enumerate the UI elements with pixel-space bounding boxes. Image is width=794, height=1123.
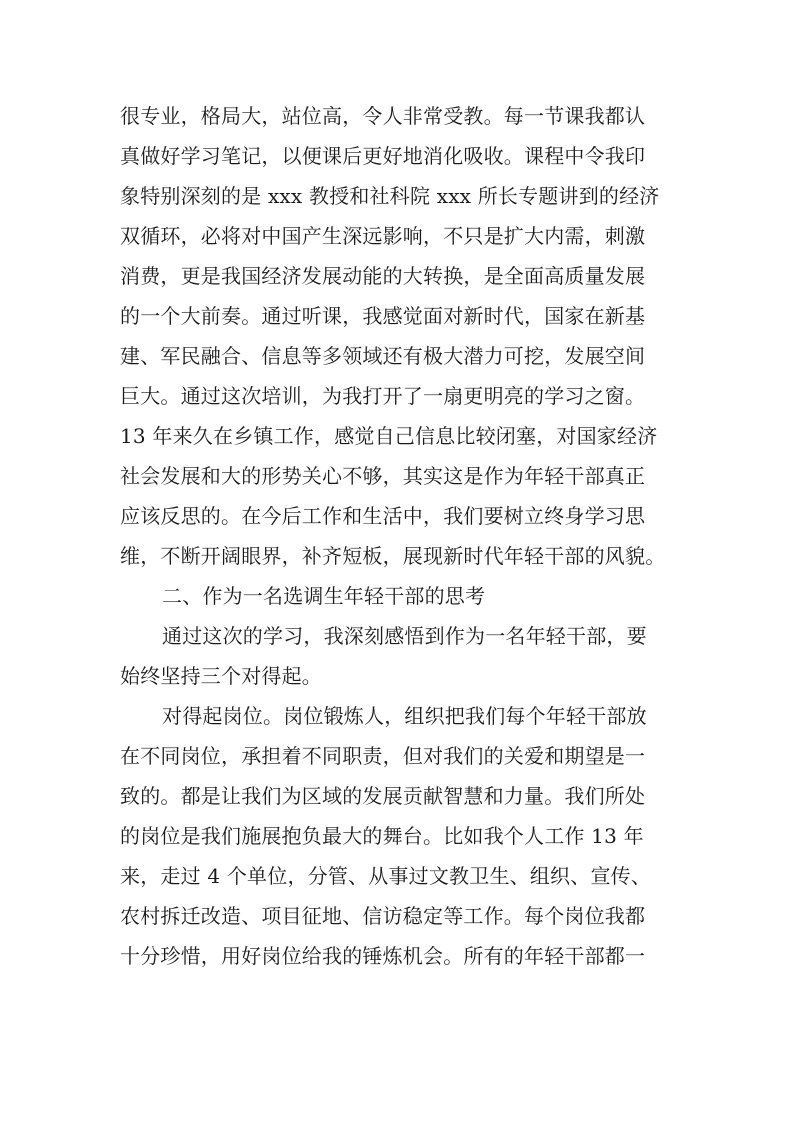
text-line: 建、军民融合、信息等多领域还有极大潜力可挖，发展空间 <box>120 344 646 368</box>
text-line: 的一个大前奏。通过听课，我感觉面对新时代，国家在新基 <box>120 304 646 328</box>
text-line: 的岗位是我们施展抱负最大的舞台。比如我个人工作 13 年 <box>120 824 644 848</box>
text-line: 应该反思的。在今后工作和生活中，我们要树立终身学习思 <box>120 504 646 528</box>
section-heading: 二、作为一名选调生年轻干部的思考 <box>162 584 486 608</box>
text-line: 十分珍惜，用好岗位给我的锤炼机会。所有的年轻干部都一 <box>120 944 646 968</box>
paragraph-first-line: 通过这次的学习，我深刻感悟到作为一名年轻干部，要 <box>162 624 647 648</box>
text-line: 在不同岗位，承担着不同职责，但对我们的关爱和期望是一 <box>120 744 646 768</box>
text-line: 13 年来久在乡镇工作，感觉自己信息比较闭塞，对国家经济 <box>120 424 658 448</box>
text-line: 真做好学习笔记，以便课后更好地消化吸收。课程中令我印 <box>120 144 646 168</box>
text-line: 维，不断开阔眼界，补齐短板，展现新时代年轻干部的风貌。 <box>120 544 666 568</box>
text-line: 象特别深刻的是 xxx 教授和社科院 xxx 所长专题讲到的经济 <box>120 184 660 208</box>
text-line: 双循环，必将对中国产生深远影响，不只是扩大内需，刺激 <box>120 224 646 248</box>
text-line: 来，走过 4 个单位，分管、从事过文教卫生、组织、宣传、 <box>120 864 652 888</box>
text-line: 致的。都是让我们为区域的发展贡献智慧和力量。我们所处 <box>120 784 646 808</box>
paragraph-first-line: 对得起岗位。岗位锻炼人，组织把我们每个年轻干部放 <box>162 704 647 728</box>
text-line: 消费，更是我国经济发展动能的大转换，是全面高质量发展 <box>120 264 646 288</box>
text-line: 很专业，格局大，站位高，令人非常受教。每一节课我都认 <box>120 104 646 128</box>
text-line: 巨大。通过这次培训，为我打开了一扇更明亮的学习之窗。 <box>120 384 646 408</box>
document-body <box>120 96 680 976</box>
text-line: 社会发展和大的形势关心不够，其实这是作为年轻干部真正 <box>120 464 646 488</box>
text-line: 农村拆迁改造、项目征地、信访稳定等工作。每个岗位我都 <box>120 904 646 928</box>
text-line: 始终坚持三个对得起。 <box>120 664 322 688</box>
